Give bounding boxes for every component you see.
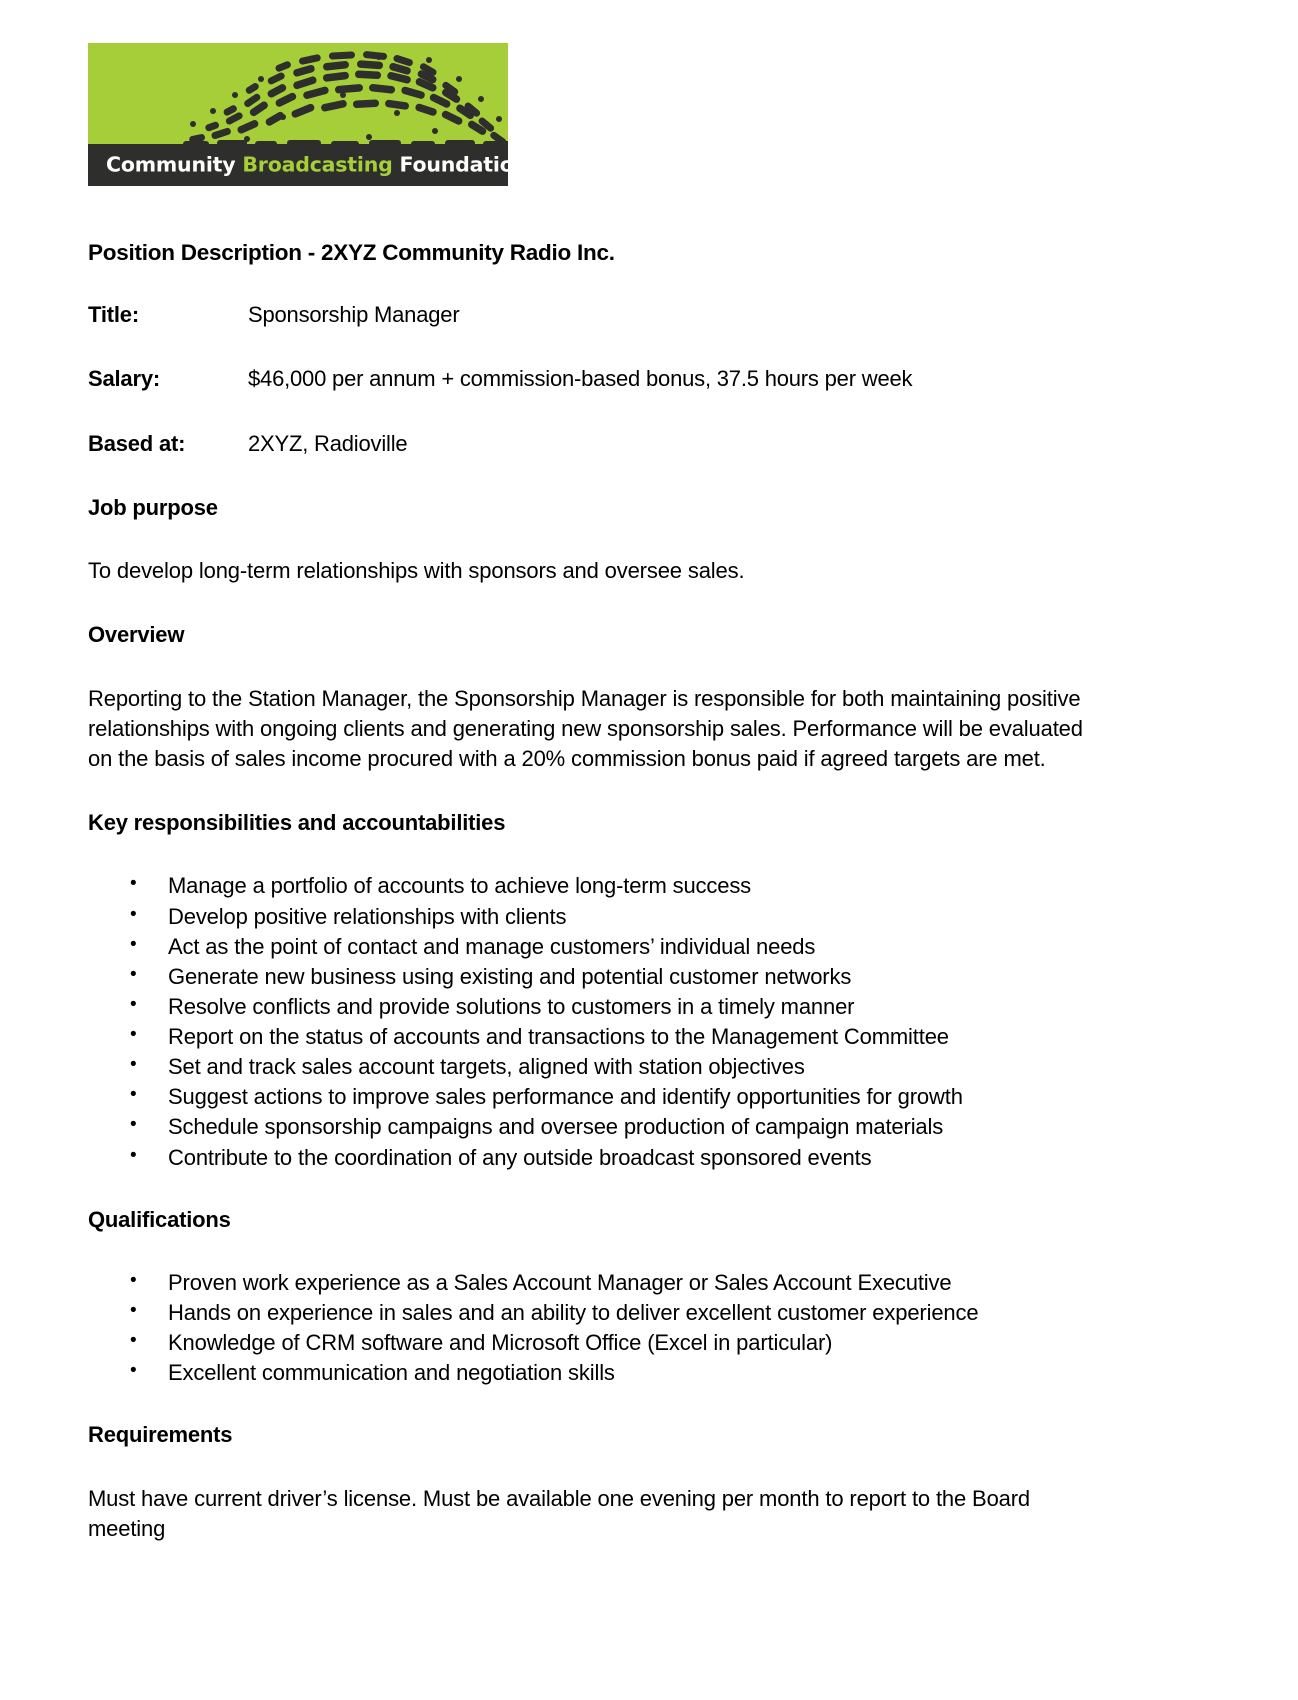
list-item-qualification-text: Excellent communication and negotiation skills <box>168 1360 615 1386</box>
list-item-qualification <box>88 1268 1098 1298</box>
cbf-logo <box>88 43 572 186</box>
list-item-qualification <box>88 1328 1098 1358</box>
list-item-qualification-text: Knowledge of CRM software and Microsoft Office (Excel in particular) <box>168 1330 833 1356</box>
list-item-qualification-text: Hands on experience in sales and an ability to deliver excellent customer experience <box>168 1300 979 1326</box>
logo-word-foundation: Foundation Ltd <box>392 152 572 177</box>
list-item-responsibility <box>88 1052 1098 1082</box>
bullet-icon: • <box>130 1269 137 1291</box>
list-item-responsibility <box>88 902 1098 932</box>
logo-wordmark <box>106 153 572 177</box>
bullet-icon: • <box>130 1144 137 1166</box>
bullet-icon: • <box>130 1024 137 1046</box>
heading-requirements: Requirements <box>88 1422 233 1448</box>
document-body <box>88 240 1098 1580</box>
list-item-responsibility-text: Schedule sponsorship campaigns and oversee production of campaign materials <box>168 1114 944 1140</box>
field-value-based-at: 2XYZ, Radioville <box>248 430 408 456</box>
logo-name-bar <box>88 144 572 186</box>
list-qualifications <box>88 1268 1098 1389</box>
bullet-icon: • <box>130 993 137 1015</box>
heading-overview: Overview <box>88 622 185 648</box>
heading-job-purpose: Job purpose <box>88 495 218 521</box>
list-item-responsibility <box>88 962 1098 992</box>
list-item-responsibility <box>88 871 1098 901</box>
field-label-title: Title: <box>88 301 139 327</box>
list-item-responsibility <box>88 1143 1098 1173</box>
list-item-qualification <box>88 1298 1098 1328</box>
list-item-responsibility-text: Develop positive relationships with clients <box>168 903 567 929</box>
list-item-responsibility <box>88 992 1098 1022</box>
list-item-qualification-text: Proven work experience as a Sales Account Manager or Sales Account Executive <box>168 1269 952 1295</box>
bullet-icon: • <box>130 933 137 955</box>
logo-word-community: Community <box>106 152 243 177</box>
bullet-icon: • <box>130 1360 137 1382</box>
list-item-responsibility-text: Generate new business using existing and potential customer networks <box>168 963 852 989</box>
list-item-responsibility-text: Act as the point of contact and manage customers’ individual needs <box>168 933 816 959</box>
list-item-responsibility <box>88 1112 1098 1142</box>
bullet-icon: • <box>130 963 137 985</box>
field-label-salary: Salary: <box>88 366 160 392</box>
field-row-based-at <box>88 431 1098 457</box>
bullet-icon: • <box>130 903 137 925</box>
page-title: Position Description - 2XYZ Community Radio Inc. <box>88 240 615 265</box>
bullet-icon: • <box>130 1300 137 1322</box>
list-item-responsibility-text: Contribute to the coordination of any outside broadcast sponsored events <box>168 1144 872 1170</box>
heading-qualifications: Qualifications <box>88 1206 231 1232</box>
paragraph-overview: Reporting to the Station Manager, the Sponsorship Manager is responsible for both maintaining positive relationships with ongoing clients and generating new sponsorship sales. Performance will be evaluated on the basis of sales income procured with a 20% commission bonus paid if agreed targets are met. <box>88 685 1083 772</box>
list-item-responsibility-text: Report on the status of accounts and transactions to the Management Committee <box>168 1024 949 1050</box>
field-label-based-at: Based at: <box>88 430 186 456</box>
field-row-title <box>88 302 1098 328</box>
bullet-icon: • <box>130 873 137 895</box>
bullet-icon: • <box>130 1054 137 1076</box>
heading-key-responsibilities: Key responsibilities and accountabilities <box>88 810 506 836</box>
list-item-qualification <box>88 1358 1098 1388</box>
logo-green-panel <box>88 43 508 144</box>
bullet-icon: • <box>130 1084 137 1106</box>
list-item-responsibility-text: Manage a portfolio of accounts to achieve long-term success <box>168 873 752 899</box>
field-value-title: Sponsorship Manager <box>248 301 460 327</box>
list-item-responsibility-text: Resolve conflicts and provide solutions to customers in a timely manner <box>168 993 855 1019</box>
logo-word-broadcasting: Broadcasting <box>242 152 393 177</box>
fingerprint-icon <box>183 51 508 144</box>
list-item-responsibility-text: Suggest actions to improve sales performance and identify opportunities for growth <box>168 1084 963 1110</box>
bullet-icon: • <box>130 1114 137 1136</box>
list-item-responsibility <box>88 1082 1098 1112</box>
bullet-icon: • <box>130 1330 137 1352</box>
field-value-salary: $46,000 per annum + commission-based bonus, 37.5 hours per week <box>248 366 913 392</box>
paragraph-job-purpose: To develop long-term relationships with sponsors and oversee sales. <box>88 558 745 584</box>
field-row-salary <box>88 366 1098 392</box>
list-item-responsibility <box>88 932 1098 962</box>
list-key-responsibilities <box>88 871 1098 1172</box>
paragraph-requirements: Must have current driver’s license. Must be available one evening per month to report to the Board meeting <box>88 1485 1031 1541</box>
list-item-responsibility <box>88 1022 1098 1052</box>
list-item-responsibility-text: Set and track sales account targets, aligned with station objectives <box>168 1054 805 1080</box>
